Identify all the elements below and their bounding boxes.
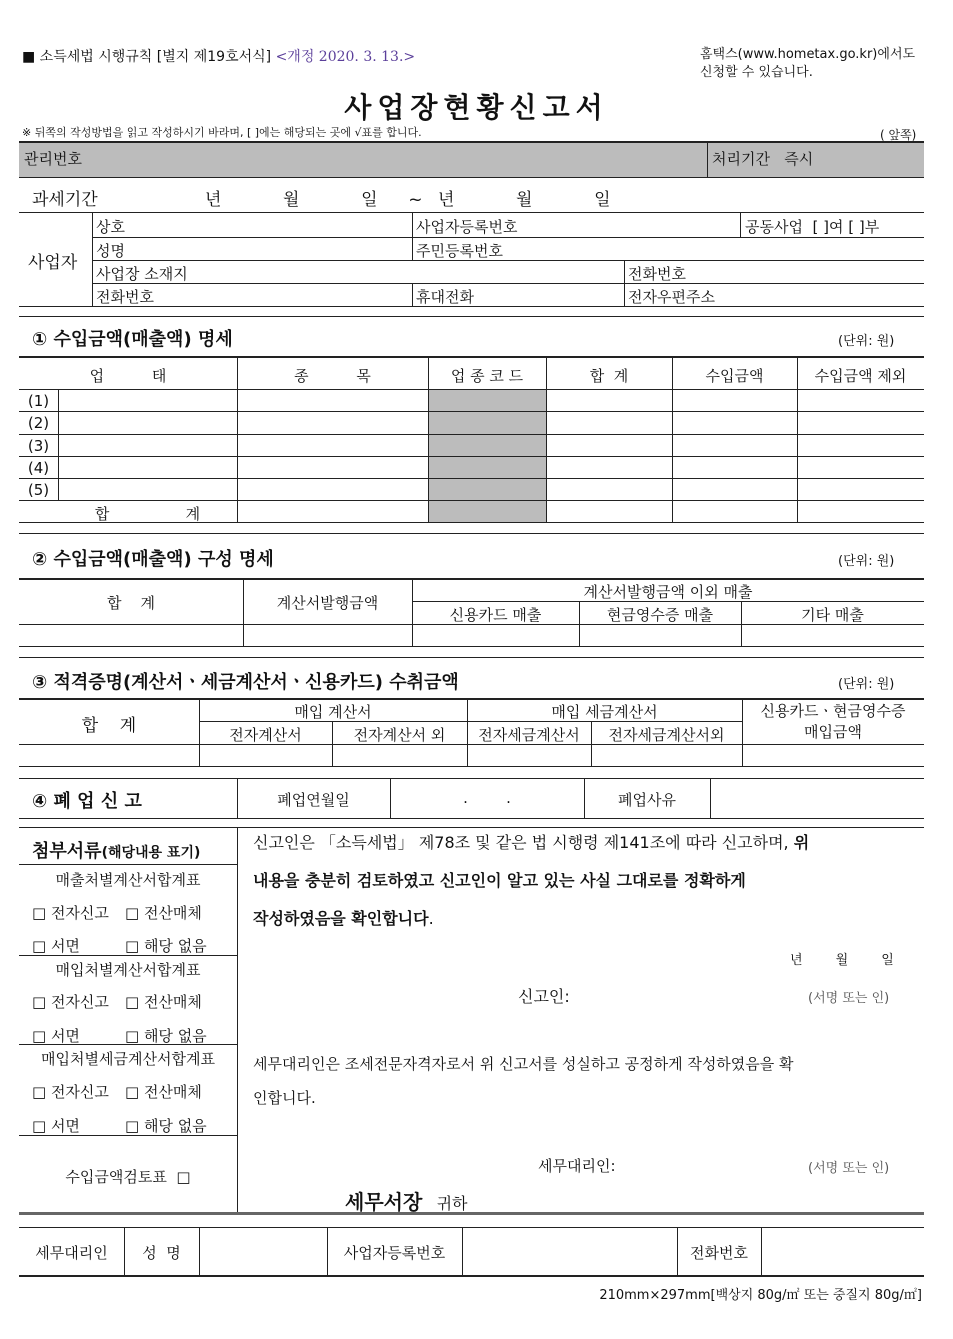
s2-header-cash-receipt: 현금영수증 매출 <box>606 606 714 624</box>
agent-declaration-line1: 세무대리인은 조세전문자격자로서 위 신고서를 성실하고 공정하게 작성하였음을 확 <box>253 1055 794 1073</box>
close-reason-label: 폐업사유 <box>618 791 676 809</box>
mgmt-no-label: 관리번호 <box>24 150 82 168</box>
attach-option-media[interactable]: □ 전산매체 <box>125 993 202 1011</box>
s3-header-e-tax-invoice: 전자세금계산서 <box>478 726 580 744</box>
s1-row-number: (3) <box>27 437 50 455</box>
close-date-value[interactable]: . . <box>463 789 511 807</box>
email-label: 전자우편주소 <box>628 288 715 306</box>
s1-header-excluded: 수입금액 제외 <box>814 367 907 385</box>
s2-header-invoice: 계산서발행금액 <box>276 594 379 612</box>
attach-option-none[interactable]: □ 해당 없음 <box>125 937 207 955</box>
footer-name-label: 성 명 <box>142 1244 181 1262</box>
declaration-line3: 작성하였음을 확인합니다. <box>253 909 434 928</box>
attach-group-purchase-tax-invoice: 매입처별세금계산서합계표 <box>41 1050 215 1068</box>
attach-option-none[interactable]: □ 해당 없음 <box>125 1117 207 1135</box>
instruction-notice: ※ 뒤쪽의 작성방법을 읽고 작성하시기 바라며, [ ]에는 해당되는 곳에 √표를 합니다. <box>22 126 422 139</box>
attach-revenue-review-checkbox[interactable]: 수입금액검토표 □ <box>65 1168 191 1186</box>
tax-agent-label: 세무대리인: <box>538 1157 616 1175</box>
s1-row-number: (1) <box>27 392 50 410</box>
attach-group-sales-invoice: 매출처별계산서합계표 <box>55 871 201 889</box>
section3-unit: (단위: 원) <box>838 677 895 692</box>
s2-header-other-sales: 계산서발행금액 이외 매출 <box>583 583 753 601</box>
phone2-label: 전화번호 <box>96 288 154 306</box>
declaration-line2: 내용을 충분히 검토하였고 신고인이 알고 있는 사실 그대로를 정확하게 <box>253 871 746 890</box>
s1-row-number: (5) <box>27 481 50 499</box>
s1-header-item: 종 목 <box>294 367 371 385</box>
address-label: 사업장 소재지 <box>96 265 188 283</box>
s1-row-number: (2) <box>27 414 50 432</box>
period-label: 과세기간 <box>32 190 98 210</box>
close-date-label: 폐업연월일 <box>277 791 350 809</box>
processing-value: 즉시 <box>784 150 814 168</box>
agent-declaration-line2: 인합니다. <box>253 1089 316 1107</box>
s2-header-card: 신용카드 매출 <box>449 606 542 624</box>
attach-option-none[interactable]: □ 해당 없음 <box>125 1027 207 1045</box>
declarant-signature[interactable]: (서명 또는 인) <box>808 991 890 1006</box>
declaration-date[interactable]: 년 월 일 <box>790 953 894 968</box>
attach-option-paper[interactable]: □ 서면 <box>32 937 80 955</box>
s3-header-purchase-invoice: 매입 계산서 <box>294 703 372 721</box>
form-title: 사업장현황신고서 <box>344 91 609 124</box>
s3-header-e-invoice: 전자계산서 <box>229 726 302 744</box>
regulation-ref: ■ 소득세법 시행규칙 [별지 제19호서식] <개정 2020. 3. 13.> <box>22 49 416 65</box>
s1-row-number: (4) <box>27 459 50 477</box>
s1-header-total: 합 계 <box>589 367 629 385</box>
s3-header-card-cash: 신용카드ㆍ현금영수증 매입금액 <box>760 702 906 741</box>
attachments-title: 첨부서류(해당내용 표기) <box>32 841 201 862</box>
footer-reg-no-label: 사업자등록번호 <box>343 1244 446 1262</box>
processing-label: 처리기간 즉시 <box>712 150 814 168</box>
s2-header-total: 합 계 <box>106 594 156 612</box>
revision-date: <개정 2020. 3. 13.> <box>275 49 416 65</box>
attach-option-electronic[interactable]: □ 전자신고 <box>32 1083 109 1101</box>
page-side-label: ( 앞쪽) <box>880 128 917 142</box>
hometax-note: 홈택스(www.hometax.go.kr)에서도 신청할 수 있습니다. <box>700 47 916 80</box>
attach-option-electronic[interactable]: □ 전자신고 <box>32 904 109 922</box>
period-from[interactable]: 년 월 일 ~ <box>205 190 423 210</box>
business-label: 사업자 <box>28 253 78 273</box>
declaration-line1: 신고인은 「소득세법」 제78조 및 같은 법 시행령 제141조에 따라 신고하며, 위 <box>253 833 810 852</box>
s1-header-industry-code: 업 종 코 드 <box>450 367 524 385</box>
name-label: 성명 <box>96 242 125 260</box>
attach-option-paper[interactable]: □ 서면 <box>32 1117 80 1135</box>
s1-header-revenue: 수입금액 <box>705 367 764 385</box>
attach-option-electronic[interactable]: □ 전자신고 <box>32 993 109 1011</box>
section1-unit: (단위: 원) <box>838 334 895 349</box>
trade-name-label: 상호 <box>96 218 125 236</box>
period-to[interactable]: 년 월 일 <box>438 190 611 210</box>
footer-agent-label: 세무대리인 <box>35 1244 108 1262</box>
reg-no-label: 사업자등록번호 <box>416 218 518 236</box>
section2-title: ② 수입금액(매출액) 구성 명세 <box>32 549 274 570</box>
joint-business-checkbox[interactable]: 공동사업 [ ]여 [ ]부 <box>745 218 880 236</box>
declarant-label: 신고인: <box>518 987 570 1006</box>
s3-header-non-e-invoice: 전자계산서 외 <box>353 726 446 744</box>
section3-title: ③ 적격증명(계산서ㆍ세금계산서ㆍ신용카드) 수취금액 <box>32 672 459 693</box>
footer-phone-label: 전화번호 <box>690 1244 748 1262</box>
section4-title: ④ 폐 업 신 고 <box>32 791 142 812</box>
mobile-label: 휴대전화 <box>416 288 474 306</box>
s1-total-label: 합 계 <box>94 505 201 523</box>
tax-agent-signature[interactable]: (서명 또는 인) <box>808 1161 890 1176</box>
resident-no-label: 주민등록번호 <box>416 242 503 260</box>
s2-header-etc: 기타 매출 <box>801 606 864 624</box>
phone-label: 전화번호 <box>628 265 686 283</box>
addressee: 세무서장 귀하 <box>345 1190 468 1214</box>
attach-option-paper[interactable]: □ 서면 <box>32 1027 80 1045</box>
section2-unit: (단위: 원) <box>838 554 895 569</box>
s3-header-non-e-tax-invoice: 전자세금계산서외 <box>608 726 725 744</box>
attach-option-media[interactable]: □ 전산매체 <box>125 1083 202 1101</box>
s1-header-business-type: 업 태 <box>89 367 167 385</box>
s3-header-purchase-tax-invoice: 매입 세금계산서 <box>551 703 658 721</box>
s3-header-total: 합 계 <box>81 716 137 736</box>
paper-spec: 210mm×297mm[백상지 80g/㎡ 또는 중질지 80g/㎡] <box>599 1288 922 1303</box>
attach-group-purchase-invoice: 매입처별계산서합계표 <box>55 961 201 979</box>
section1-title: ① 수입금액(매출액) 명세 <box>32 329 233 350</box>
attach-option-media[interactable]: □ 전산매체 <box>125 904 202 922</box>
